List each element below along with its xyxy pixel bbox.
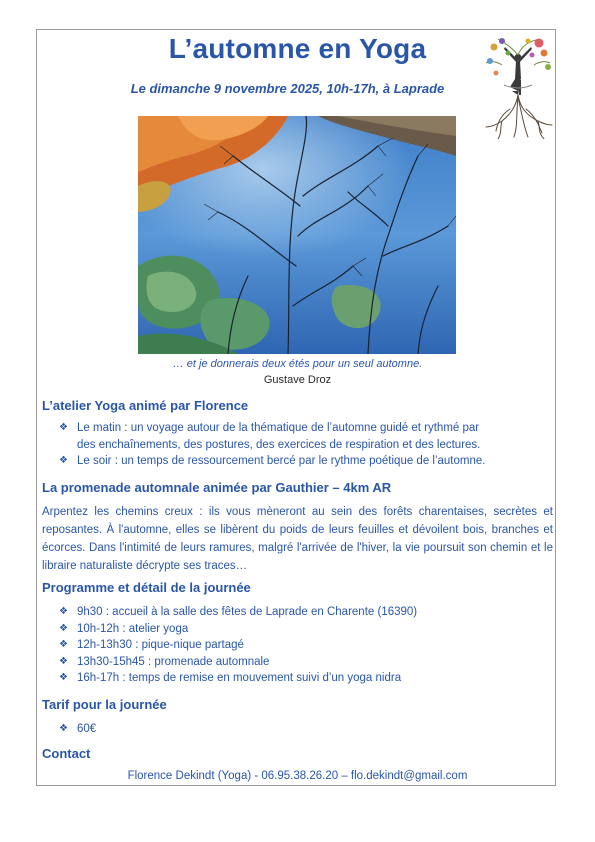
list-item-text: 12h-13h30 : pique-nique partagé — [77, 639, 244, 651]
list-item — [42, 621, 547, 638]
diamond-bullet-icon: ❖ — [59, 655, 68, 667]
paragraph-line: poursuit son chemin et le libraire naturaliste décrypte ses traces… — [42, 542, 553, 572]
list-item-text: 13h30-15h45 : promenade automnale — [77, 655, 270, 668]
list-item — [42, 604, 547, 621]
quote-text: … et je donnerais deux étés pour un seul automne. — [172, 358, 423, 370]
list-item-text: Le soir : un temps de ressourcement bercé par le rythme poétique de l’automne. — [77, 455, 486, 467]
list-item — [42, 637, 547, 654]
diamond-bullet-icon: ❖ — [59, 422, 68, 433]
paragraph-line: branches et écorces. Dans l'intimité de leurs ramures, malgré l'arrivée de l'hiver, la vie — [42, 524, 553, 554]
diamond-bullet-icon: ❖ — [59, 723, 68, 734]
price-value: 60€ — [77, 723, 97, 735]
quote-author: Gustave Droz — [263, 374, 332, 386]
diamond-bullet-icon: ❖ — [59, 672, 68, 683]
list-item — [42, 420, 547, 453]
autumn-reflection-photo — [138, 116, 456, 354]
walk-section-heading: La promenade automnale animée par Gauthier – 4km AR — [42, 480, 392, 495]
walk-description — [42, 503, 553, 575]
list-item — [42, 453, 547, 470]
event-date-subtitle: Le dimanche 9 novembre 2025, 10h-17h, à Laprade — [130, 81, 445, 96]
program-section-heading: Programme et détail de la journée — [42, 580, 251, 595]
tree-yoga-figure-icon — [482, 35, 554, 139]
page-title: L’automne en Yoga — [168, 33, 427, 64]
list-item-text: 10h-12h : atelier yoga — [77, 622, 189, 635]
price-list — [42, 721, 547, 738]
diamond-bullet-icon: ❖ — [59, 639, 68, 650]
diamond-bullet-icon: ❖ — [59, 622, 68, 634]
list-item-text: 16h-17h : temps de remise en mouvement suivi d’un yoga nidra — [77, 672, 402, 684]
list-item-text: des enchaînements, des postures, des exercices de respiration et des lectures. — [77, 438, 481, 451]
contact-details: Florence Dekindt (Yoga) - 06.95.38.26.20 – flo.dekindt@gmail.com — [127, 770, 468, 782]
yoga-section-heading: L’atelier Yoga animé par Florence — [42, 398, 249, 413]
list-item — [42, 670, 547, 687]
diamond-bullet-icon: ❖ — [59, 455, 68, 466]
list-item-text: Le matin : un voyage autour de la thématique de l’automne guidé et rythmé par — [77, 422, 480, 434]
price-section-heading: Tarif pour la journée — [42, 697, 167, 712]
program-list — [42, 604, 547, 687]
list-item — [42, 721, 547, 738]
paragraph-line: Arpentez les chemins creux : ils vous mèneront au sein des forêts charentaises, secrètes — [42, 506, 537, 518]
list-item — [42, 654, 547, 671]
yoga-list — [42, 420, 547, 470]
list-item-text: 9h30 : accueil à la salle des fêtes de Laprade en Charente (16390) — [77, 606, 418, 618]
paragraph-line: et reposantes. À l'automne, elles se libèrent du poids de leurs feuilles et dévoilent bois, — [42, 506, 553, 536]
diamond-bullet-icon: ❖ — [59, 606, 68, 617]
contact-section-heading: Contact — [42, 746, 91, 761]
